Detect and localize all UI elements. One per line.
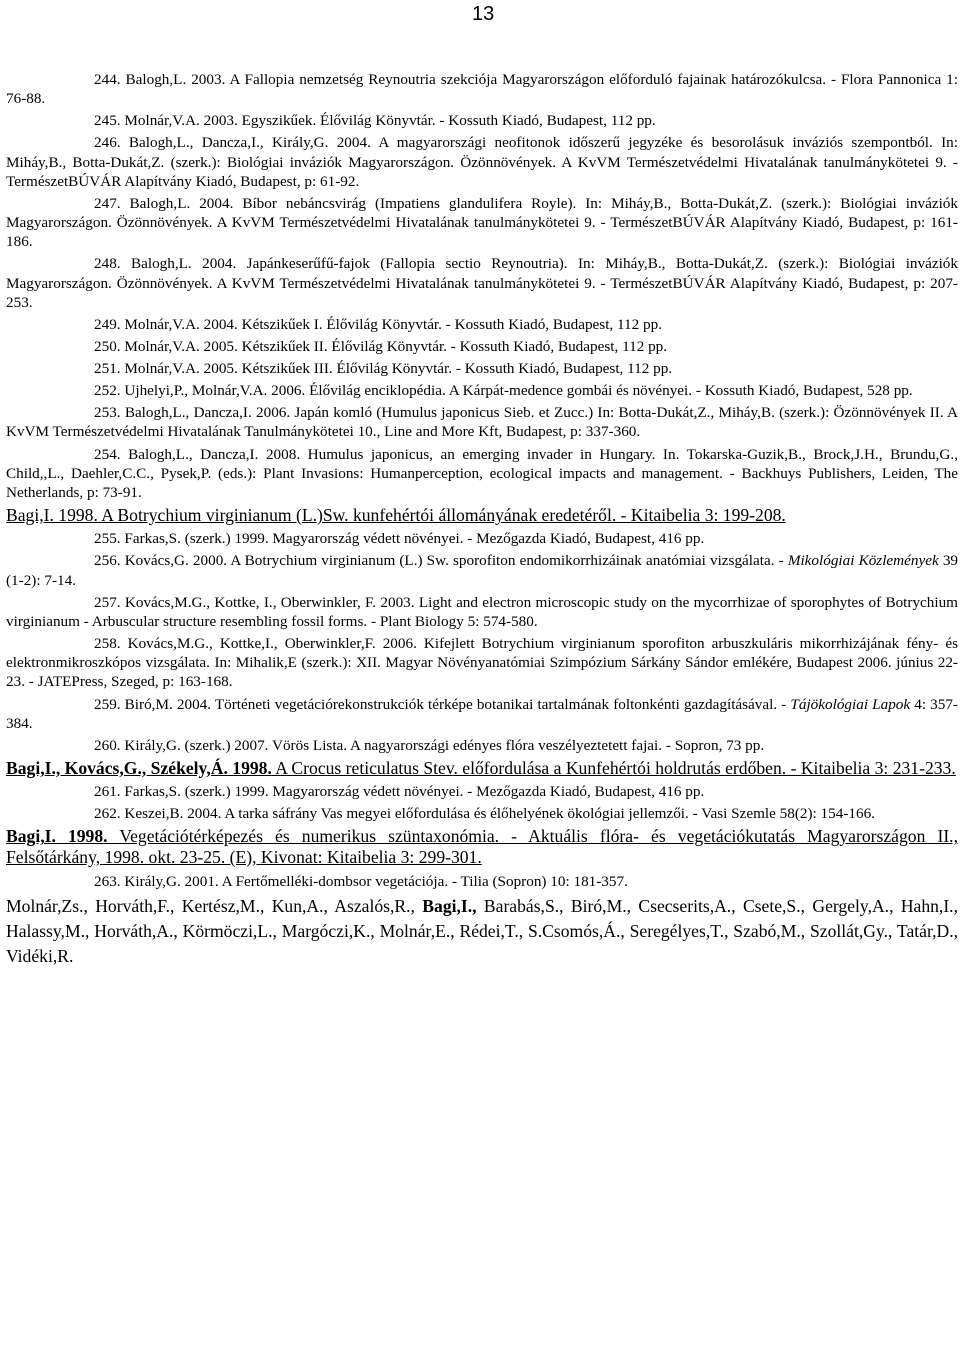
reference-248: 248. Balogh,L. 2004. Japánkeserűfű-fajok (Fallopia sectio Reynoutria). In: Miháy,B., Botta-Dukát,Z. (szerk.): Biológiai inváziók Magyarországon. Özönnövények. A KvVM Természetvédelmi Hivatalának tanulmánykötetei 9. - TermészetBÚVÁR Alapítvány Kiadó, Budapest, p: 207-253. bbox=[6, 255, 958, 311]
reference-256 bbox=[6, 551, 958, 589]
reference-247: 247. Balogh,L. 2004. Bíbor nebáncsvirág (Impatiens glandulifera Royle). In: Miháy,B., Botta-Dukát,Z. (szerk.): Biológiai inváziók Magyarországon. Özönnövények. A KvVM Természetvédelmi Hivatalának tanulmánykötetei 9. - TermészetBÚVÁR Alapítvány Kiadó, Budapest, p: 161-186. bbox=[6, 194, 958, 251]
reference-259-text: 259. Biró,M. 2004. Történeti vegetációrekonstrukciók térképe botanikai tartalmának foltonkénti gazdagításával. - bbox=[94, 695, 791, 713]
reference-246: 246. Balogh,L., Dancza,I., Király,G. 2004. A magyarországi neofitonok időszerű jegyzéke és besorolásuk inváziós szempontból. In: Miháy,B., Botta-Dukát,Z. (szerk.): Biológiai inváziók Magyarországon. Özönnövények. A KvVM Természetvédelmi Hivatalának tanulmánykötetei 9. - TermészetBÚVÁR Alapítvány Kiadó, Budapest, p: 61-92. bbox=[6, 134, 958, 190]
reference-256-journal: Mikológiai Közlemények bbox=[787, 552, 939, 570]
reference-259-journal: Tájökológiai Lapok bbox=[790, 695, 911, 713]
reference-244: 244. Balogh,L. 2003. A Fallopia nemzetség Reynoutria szekciója Magyarországon előforduló fajainak határozókulcsa. - Flora Pannonica 1: 76-88. bbox=[6, 71, 958, 108]
bagi-heading-2-authors: Bagi,I., Kovács,G., Székely,Á. 1998. bbox=[6, 757, 272, 778]
reference-259 bbox=[6, 695, 958, 733]
bagi-heading-3-title: Vegetációtérképezés és numerikus szüntaxonómia. - Aktuális flóra- és vegetációkutatás Magyarországon II., Felsőtárkány, 1998. okt. 23-25. (E), Kivonat: Kitaibelia 3: 299-301. bbox=[6, 826, 958, 868]
reference-251: 251. Molnár,V.A. 2005. Kétszikűek III. Élővilág Könyvtár. - Kossuth Kiadó, Budapest, 112 pp. bbox=[94, 360, 673, 378]
bibliography bbox=[6, 70, 958, 969]
reference-252: 252. Ujhelyi,P., Molnár,V.A. 2006. Élővilág enciklopédia. A Kárpát-medence gombái és növényei. - Kossuth Kiadó, Budapest, 528 pp. bbox=[94, 382, 913, 400]
reference-255: 255. Farkas,S. (szerk.) 1999. Magyarország védett növényei. - Mezőgazda Kiadó, Budapest, 416 pp. bbox=[94, 530, 705, 548]
bagi-heading-1: Bagi,I. 1998. A Botrychium virginianum (L.)Sw. kunfehértói állományának eredetéről. - Kitaibelia 3: 199-208. bbox=[6, 505, 786, 526]
reference-257: 257. Kovács,M.G., Kottke, I., Oberwinkler, F. 2003. Light and electron microscopic study on the mycorrhizae of sporophytes of Botrychium virginianum - Arbuscular structure resembling fossil forms. - Plant Biology 5: 574-580. bbox=[6, 593, 958, 630]
bagi-heading-3 bbox=[6, 826, 958, 868]
reference-262: 262. Keszei,B. 2004. A tarka sáfrány Vas megyei előfordulása és élőhelyének ökológiai jellemzői. - Vasi Szemle 58(2): 154-166. bbox=[94, 805, 875, 823]
reference-254: 254. Balogh,L., Dancza,I. 2008. Humulus japonicus, an emerging invader in Hungary. In. Tokarska-Guzik,B., Brock,J.H., Brundu,G., Child,,L., Daehler,C.C., Pysek,P. (eds.): Plant Invasions: Humanperception, ecological impacts and management. - Backhuys Publishers, Leiden, The Netherlands, p: 73-91. bbox=[6, 445, 958, 501]
author-list-part-2: Barabás,S., Biró,M., Csecserits,A., Csete,S., Gergely,A., Hahn,I., Halassy,M., Horváth,A., Körmöczi,L., Margóczi,K., Molnár,E., Rédei,T., S.Csomós,Á., Seregélyes,T., Szabó,M., Szollát,Gy., Tatár,D., Vidéki,R. bbox=[6, 895, 958, 966]
reference-261: 261. Farkas,S. (szerk.) 1999. Magyarország védett növényei. - Mezőgazda Kiadó, Budapest, 416 pp. bbox=[94, 783, 705, 801]
reference-260: 260. Király,G. (szerk.) 2007. Vörös Lista. A nagyarországi edényes flóra veszélyeztetett fajai. - Sopron, 73 pp. bbox=[94, 736, 765, 754]
reference-263: 263. Király,G. 2001. A Fertőmelléki-dombsor vegetációja. - Tilia (Sopron) 10: 181-357. bbox=[94, 872, 628, 890]
reference-249: 249. Molnár,V.A. 2004. Kétszikűek I. Élővilág Könyvtár. - Kossuth Kiadó, Budapest, 112 pp. bbox=[94, 315, 663, 333]
author-list-bold: Bagi,I., bbox=[422, 895, 477, 916]
reference-253: 253. Balogh,L., Dancza,I. 2006. Japán komló (Humulus japonicus Sieb. et Zucc.) In: Botta-Dukát,Z., Miháy,B. (szerk.): Özönnövények II. A KvVM Természetvédelmi Hivatalának Tanulmánykötetei 10., Line and More Kft, Budapest, p: 337-360. bbox=[6, 404, 958, 441]
bagi-heading-2-title: A Crocus reticulatus Stev. előfordulása a Kunfehértói holdrutás erdőben. - Kitaibelia 3: 231-233. bbox=[271, 757, 956, 778]
reference-245: 245. Molnár,V.A. 2003. Egyszikűek. Élővilág Könyvtár. - Kossuth Kiadó, Budapest, 112 pp. bbox=[94, 112, 656, 130]
bagi-heading-3-authors: Bagi,I. 1998. bbox=[6, 826, 108, 847]
reference-256-volume: 39 (1-2): 7-14. bbox=[6, 552, 959, 589]
bagi-heading-2 bbox=[6, 758, 958, 779]
reference-259-volume: 4: 357-384. bbox=[6, 695, 958, 732]
reference-256-text: 256. Kovács,G. 2000. A Botrychium virginianum (L.) Sw. sporofiton endomikorrhizáinak anatómiai vizsgálata. - bbox=[94, 552, 788, 570]
author-list-part-1: Molnár,Zs., Horváth,F., Kertész,M., Kun,A., Aszalós,R., bbox=[6, 895, 423, 916]
page-number: 13 bbox=[472, 3, 495, 25]
reference-250: 250. Molnár,V.A. 2005. Kétszikűek II. Élővilág Könyvtár. - Kossuth Kiadó, Budapest, 112 pp. bbox=[94, 337, 668, 355]
reference-258: 258. Kovács,M.G., Kottke,I., Oberwinkler,F. 2006. Kifejlett Botrychium virginianum sporofiton arbuszkuláris mikorrhizájának fény- és elektronmikroszkópos vizsgálata. In: Mihalik,E (szerk.): XII. Magyar Növényanatómiai Szimpózium Sárkány Sándor emlékére, Budapest 2006. június 22-23. - JATEPress, Szeged, p: 163-168. bbox=[6, 635, 958, 691]
author-list bbox=[6, 894, 958, 969]
